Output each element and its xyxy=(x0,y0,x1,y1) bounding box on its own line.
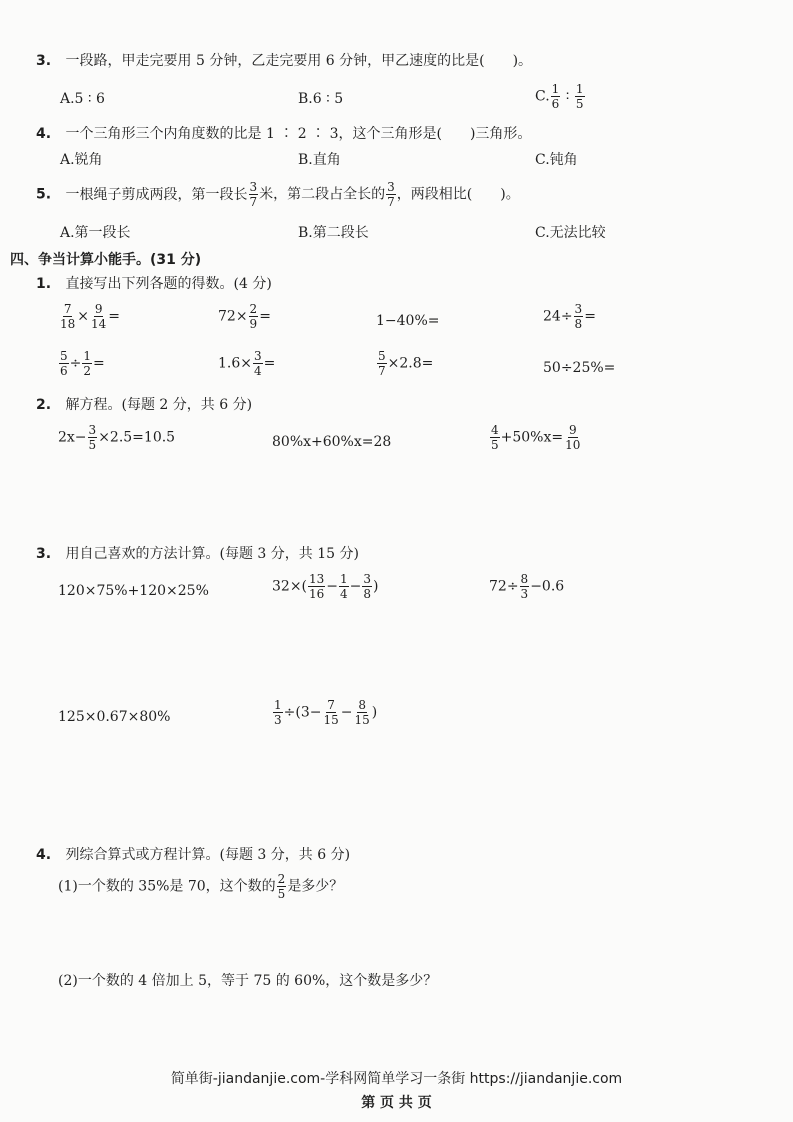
question-text: 一根绳子剪成两段，第一段长 xyxy=(65,186,248,203)
option-b: B.直角 xyxy=(298,152,341,168)
numerator: 2 xyxy=(249,302,258,316)
fraction xyxy=(520,572,530,601)
question-number: 1. xyxy=(36,276,52,292)
fraction xyxy=(362,572,372,601)
denominator: 7 xyxy=(387,195,395,209)
numerator: 5 xyxy=(378,349,386,363)
denominator: 6 xyxy=(551,97,560,111)
question-number: 5. xyxy=(36,186,52,203)
fraction xyxy=(273,698,283,727)
denominator: 16 xyxy=(309,587,325,601)
expression xyxy=(543,302,596,331)
calculation xyxy=(489,572,564,601)
denominator: 5 xyxy=(88,438,97,452)
expression xyxy=(218,302,271,331)
expression-text: ) xyxy=(373,578,379,595)
fraction xyxy=(564,423,581,452)
calculation: 120×75%+120×25% xyxy=(58,583,209,599)
denominator: 3 xyxy=(274,713,282,727)
numerator: 8 xyxy=(358,698,366,712)
word-problem-1 xyxy=(58,872,343,901)
numerator: 13 xyxy=(309,572,325,586)
fraction xyxy=(575,82,585,111)
expression-text: ) xyxy=(371,704,378,721)
denominator: 8 xyxy=(574,317,583,331)
numerator: 3 xyxy=(249,180,258,194)
equals: = xyxy=(108,308,121,325)
expression-text: 1.6× xyxy=(218,355,252,372)
equation: 80%x+60%x=28 xyxy=(272,434,392,450)
numerator: 3 xyxy=(88,423,97,437)
fraction xyxy=(59,349,69,378)
calculation xyxy=(272,572,379,601)
equals: = xyxy=(93,355,105,372)
option-a: A.第一段长 xyxy=(60,225,131,241)
word-problem-2: (2)一个数的 4 倍加上 5，等于 75 的 60%，这个数是多少？ xyxy=(58,973,438,989)
option-a: A.锐角 xyxy=(60,152,103,168)
question-text: ，两段相比( )。 xyxy=(396,186,520,203)
numerator: 8 xyxy=(520,572,529,586)
calculation: 125×0.67×80% xyxy=(58,709,171,725)
fraction xyxy=(82,349,92,378)
question-5 xyxy=(36,180,520,209)
expression-text: 72× xyxy=(218,308,248,325)
question-text: 解方程。(每题 2 分，共 6 分) xyxy=(65,397,253,413)
part-2-heading xyxy=(36,398,252,412)
option-b: B.6 ∶ 5 xyxy=(298,91,344,107)
part-4-heading xyxy=(36,848,350,862)
option-c: C.钝角 xyxy=(535,152,578,168)
equals: = xyxy=(263,355,276,372)
fraction xyxy=(249,180,259,209)
denominator: 5 xyxy=(491,438,499,452)
expression-text: ×2.8= xyxy=(387,355,434,372)
expression-text: 32×( xyxy=(272,578,308,595)
operator: − xyxy=(349,578,362,595)
expression xyxy=(376,349,433,378)
operator: × xyxy=(77,308,90,325)
denominator: 4 xyxy=(340,587,348,601)
fraction xyxy=(490,423,500,452)
denominator: 6 xyxy=(60,364,68,378)
numerator: 5 xyxy=(60,349,68,363)
expression-text: −0.6 xyxy=(530,578,565,595)
ratio-sign: ∶ xyxy=(565,88,570,105)
denominator: 7 xyxy=(378,364,386,378)
expression: 1−40%= xyxy=(376,313,440,329)
denominator: 5 xyxy=(277,887,286,901)
question-number: 2. xyxy=(36,397,52,413)
expression-text: ÷(3− xyxy=(283,704,322,721)
part-1-heading xyxy=(36,277,272,291)
option-c: C.无法比较 xyxy=(535,225,606,241)
question-text: 一段路，甲走完要用 5 分钟，乙走完要用 6 分钟，甲乙速度的比是( )。 xyxy=(65,53,533,69)
fraction xyxy=(249,302,259,331)
option-label: C. xyxy=(535,88,550,105)
denominator: 4 xyxy=(254,364,262,378)
expression xyxy=(218,349,275,378)
denominator: 7 xyxy=(249,195,258,209)
denominator: 9 xyxy=(249,317,258,331)
expression-text: 72÷ xyxy=(489,578,519,595)
question-text: 一个三角形三个内角度数的比是 1 ∶ 2 ∶ 3，这个三角形是( )三角形。 xyxy=(65,126,532,142)
fraction xyxy=(88,423,98,452)
expression-text: +50%x= xyxy=(500,429,564,446)
denominator: 15 xyxy=(354,713,370,727)
question-number: 4. xyxy=(36,847,52,863)
denominator: 10 xyxy=(565,438,581,452)
option-c xyxy=(535,82,586,111)
question-3 xyxy=(36,54,532,68)
fraction xyxy=(90,302,107,331)
denominator: 18 xyxy=(60,317,76,331)
question-text: 直接写出下列各题的得数。(4 分) xyxy=(65,276,272,292)
expression xyxy=(58,302,120,331)
fraction xyxy=(354,698,371,727)
numerator: 2 xyxy=(277,872,286,886)
numerator: 1 xyxy=(274,698,282,712)
page-number: 第 页 共 页 xyxy=(361,1095,432,1111)
operator: ÷ xyxy=(69,355,82,372)
numerator: 3 xyxy=(363,572,372,586)
question-text: 米，第二段占全长的 xyxy=(259,186,386,203)
fraction xyxy=(377,349,387,378)
equation xyxy=(489,423,582,452)
equals: = xyxy=(259,308,271,325)
numerator: 1 xyxy=(575,82,584,96)
denominator: 8 xyxy=(363,587,372,601)
expression-text: 24÷ xyxy=(543,308,573,325)
fraction xyxy=(322,698,339,727)
fraction xyxy=(308,572,325,601)
question-text: 用自己喜欢的方法计算。(每题 3 分，共 15 分) xyxy=(65,546,359,562)
numerator: 1 xyxy=(551,82,560,96)
operator: − xyxy=(340,704,353,721)
fraction xyxy=(253,349,263,378)
calculation xyxy=(272,698,377,727)
denominator: 2 xyxy=(83,364,92,378)
question-number: 3. xyxy=(36,53,52,69)
equals: = xyxy=(584,308,596,325)
fraction xyxy=(59,302,76,331)
expression: 50÷25%= xyxy=(543,360,616,376)
section-title: 四、争当计算小能手。(31 分) xyxy=(10,252,202,268)
problem-text: (1)一个数的 35%是 70，这个数的 xyxy=(58,878,276,895)
expression-text: 2x− xyxy=(58,429,87,446)
question-text: 列综合算式或方程计算。(每题 3 分，共 6 分) xyxy=(65,847,351,863)
expression xyxy=(58,349,105,378)
numerator: 9 xyxy=(94,302,103,316)
fraction xyxy=(551,82,561,111)
question-number: 3. xyxy=(36,546,52,562)
footer-source: 简单街-jiandanjie.com-学科网简单学习一条街 https://jiandanjie.com xyxy=(170,1071,623,1087)
question-number: 4. xyxy=(36,126,52,142)
numerator: 1 xyxy=(340,572,348,586)
numerator: 1 xyxy=(83,349,92,363)
expression-text: ×2.5=10.5 xyxy=(98,429,176,446)
denominator: 3 xyxy=(520,587,529,601)
numerator: 7 xyxy=(327,698,335,712)
fraction xyxy=(574,302,584,331)
numerator: 9 xyxy=(568,423,577,437)
numerator: 4 xyxy=(491,423,499,437)
fraction xyxy=(277,872,287,901)
equation xyxy=(58,423,175,452)
fraction xyxy=(386,180,396,209)
numerator: 7 xyxy=(63,302,72,316)
numerator: 3 xyxy=(254,349,262,363)
problem-text: 是多少？ xyxy=(287,878,344,895)
denominator: 5 xyxy=(575,97,584,111)
question-4 xyxy=(36,127,531,141)
denominator: 14 xyxy=(91,317,107,331)
part-3-heading xyxy=(36,547,359,561)
option-b: B.第二段长 xyxy=(298,225,369,241)
fraction xyxy=(339,572,349,601)
option-a: A.5 ∶ 6 xyxy=(60,91,105,107)
operator: − xyxy=(326,578,339,595)
numerator: 3 xyxy=(387,180,395,194)
numerator: 3 xyxy=(574,302,583,316)
denominator: 15 xyxy=(323,713,339,727)
